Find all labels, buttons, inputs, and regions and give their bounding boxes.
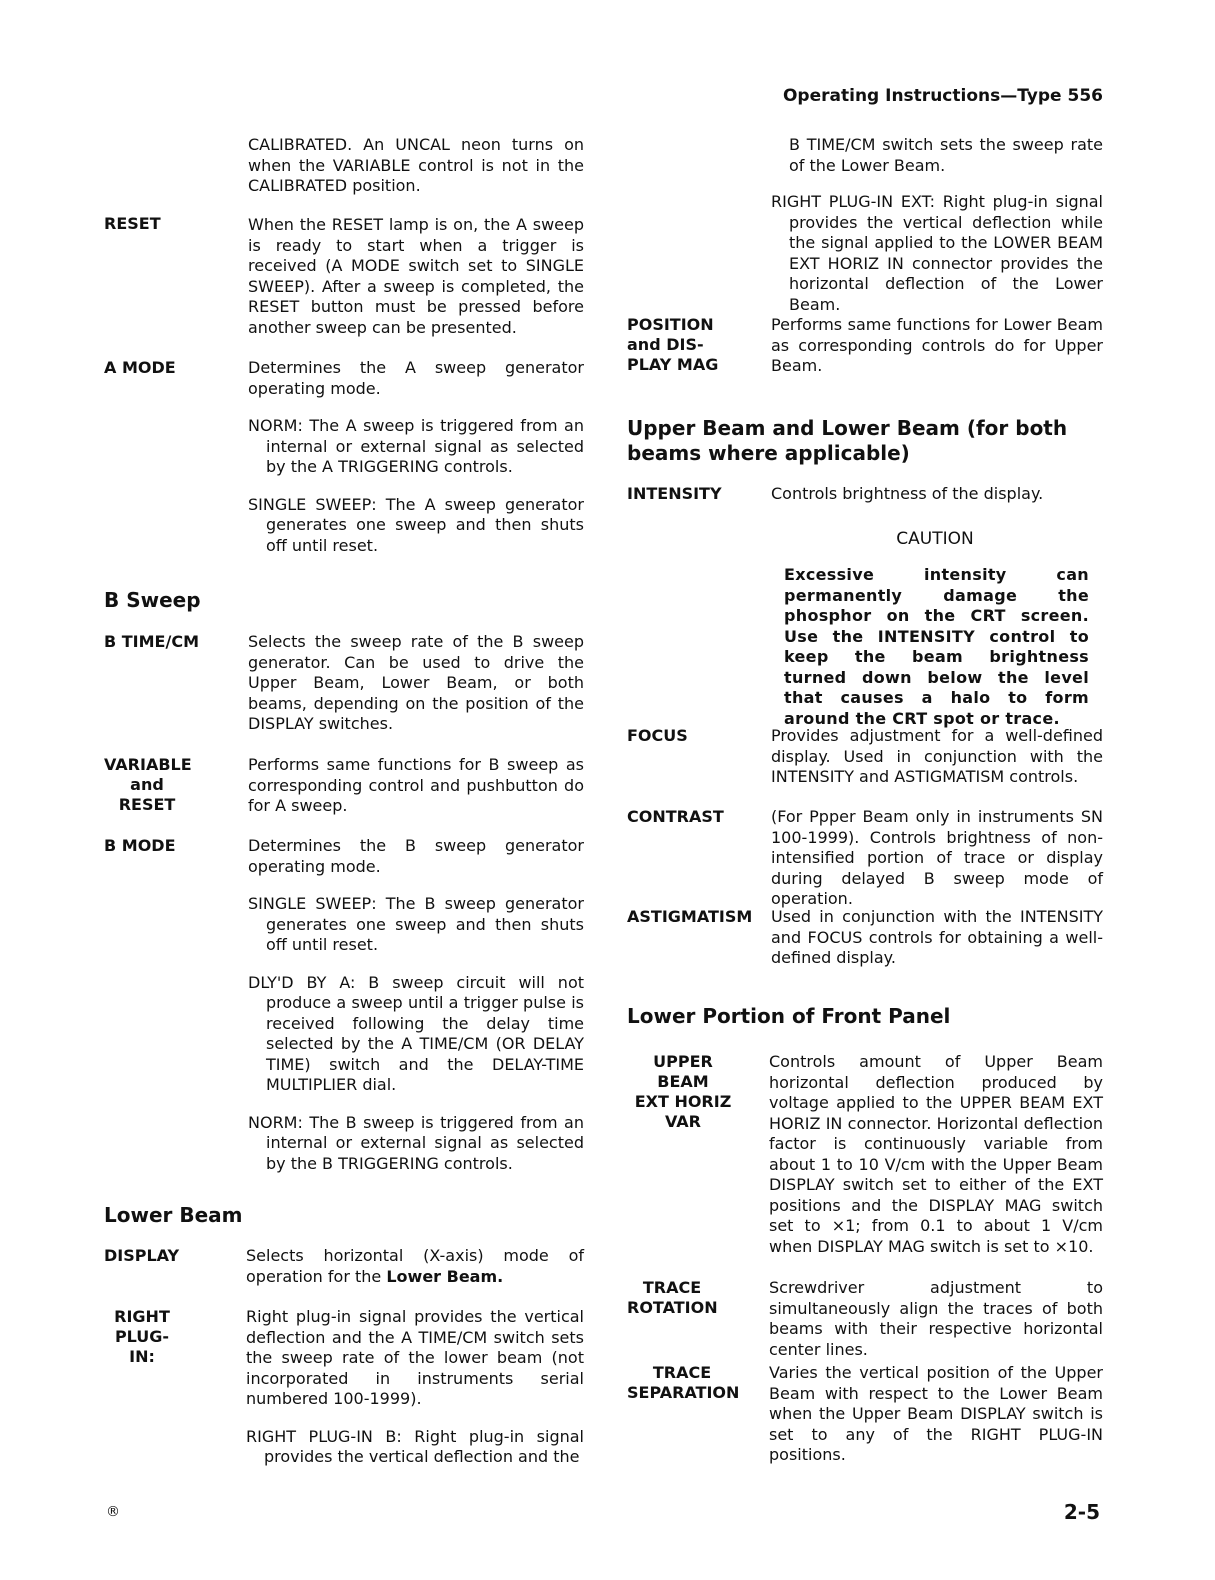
- term-contrast: CONTRAST: [627, 807, 724, 826]
- desc-variable: Performs same functions for B sweep as corresponding control and pushbutton do for A sweep.: [248, 755, 584, 815]
- term-focus: FOCUS: [627, 726, 688, 745]
- term-upper-beam-ext: UPPER BEAM EXT HORIZ VAR: [634, 1052, 732, 1131]
- term-b-mode: B MODE: [104, 836, 176, 855]
- desc-focus: Provides adjustment for a well-defined display. Used in conjunction with the INTENSITY and ASTIGMATISM controls.: [771, 726, 1103, 786]
- term-a-mode: A MODE: [104, 358, 176, 377]
- ext-text: RIGHT PLUG-IN EXT: Right plug-in signal provides the vertical deflection while the signal applied to the LOWER BEAM EXT HORIZ IN connector provides the horizontal deflection of the Lower Beam.: [771, 192, 1103, 314]
- heading-upper-lower-beam: Upper Beam and Lower Beam (for both beams where applicable): [627, 416, 1068, 465]
- heading-b-sweep: B Sweep: [104, 588, 201, 612]
- cont-text: B TIME/CM switch sets the sweep rate of the Lower Beam.: [789, 135, 1103, 175]
- heading-lower-beam: Lower Beam: [104, 1203, 243, 1227]
- term-right-plugin: RIGHT PLUG-IN:: [114, 1307, 170, 1366]
- footer-mark: ®: [106, 1504, 120, 1520]
- term-reset: RESET: [104, 214, 161, 233]
- page-number: 2-5: [1063, 1500, 1100, 1524]
- desc-a-mode: Determines the A sweep generator operating mode. NORM: The A sweep is triggered from an internal or external signal as selected by the A TRIGGERING controls. SINGLE SWEEP: The A sweep generator generates one sweep and then shuts off until reset.: [248, 358, 584, 555]
- desc-astigmatism: Used in conjunction with the INTENSITY and FOCUS controls for obtaining a well-defined display.: [771, 907, 1103, 967]
- term-trace-separation: TRACE SEPARATION: [627, 1363, 740, 1402]
- desc-right-plugin: Right plug-in signal provides the vertical deflection and the A TIME/CM switch sets the sweep rate of the lower beam (not incorporated in instruments serial numbered 100-1999). RIGHT PLUG-IN B: Right plug-in signal provides the vertical deflection and the: [246, 1307, 584, 1466]
- desc-trace-separation: Varies the vertical position of the Upper Beam with respect to the Lower Beam when the Upper Beam DISPLAY switch is set to any of the RIGHT PLUG-IN positions.: [769, 1363, 1103, 1464]
- desc-b-time: Selects the sweep rate of the B sweep generator. Can be used to drive the Upper Beam, Lower Beam, or both beams, depending on the position of the DISPLAY switches.: [248, 632, 584, 733]
- term-variable: VARIABLE and RESET: [104, 755, 192, 814]
- page-header: Operating Instructions—Type 556: [782, 86, 1103, 106]
- term-position: POSITION and DIS- PLAY MAG: [627, 315, 719, 374]
- term-astigmatism: ASTIGMATISM: [627, 907, 753, 926]
- caution-body: Excessive intensity can permanently damage the phosphor on the CRT screen. Use the INTENSITY control to keep the beam brightness turned down below the level that causes a halo to form around the CRT spot or trace.: [784, 565, 1089, 728]
- caution-title: CAUTION: [896, 529, 974, 549]
- term-trace-rotation: TRACE ROTATION: [627, 1278, 718, 1317]
- desc-contrast: (For Ppper Beam only in instruments SN 100-1999). Controls brightness of non-intensified portion of trace or display during delayed B sweep mode of operation.: [771, 807, 1103, 908]
- term-b-time: B TIME/CM: [104, 632, 199, 651]
- desc-b-mode: Determines the B sweep generator operating mode. SINGLE SWEEP: The B sweep generator generates one sweep and then shuts off until reset. DLY'D BY A: B sweep circuit will not produce a sweep until a trigger pulse is received following the delay time selected by the A TIME/CM (OR DELAY TIME) switch and the DELAY-TIME MULTIPLIER dial. NORM: The B sweep is triggered from an internal or external signal as selected by the B TRIGGERING controls.: [248, 836, 584, 1173]
- term-intensity: INTENSITY: [627, 484, 722, 503]
- desc-position: Performs same functions for Lower Beam as corresponding controls do for Upper Beam.: [771, 315, 1103, 375]
- intro-text: CALIBRATED. An UNCAL neon turns on when the VARIABLE control is not in the CALIBRATED position.: [248, 135, 584, 195]
- term-display: DISPLAY: [104, 1246, 180, 1265]
- desc-reset: When the RESET lamp is on, the A sweep is ready to start when a trigger is received (A MODE switch set to SINGLE SWEEP). After a sweep is completed, the RESET button must be pressed before another sweep can be presented.: [248, 215, 584, 337]
- desc-trace-rotation: Screwdriver adjustment to simultaneously align the traces of both beams with their respective horizontal center lines.: [769, 1278, 1103, 1359]
- desc-upper-beam-ext: Controls amount of Upper Beam horizontal deflection produced by voltage applied to the UPPER BEAM EXT HORIZ IN connector. Horizontal deflection factor is continuously variable from about 1 to 10 V/cm with the Upper Beam DISPLAY switch set to either of the EXT positions and the DISPLAY MAG switch set to ×1; from 0.1 to about 1 V/cm when DISPLAY MAG switch is set to ×10.: [769, 1052, 1103, 1256]
- heading-lower-portion: Lower Portion of Front Panel: [627, 1004, 951, 1028]
- desc-intensity: Controls brightness of the display.: [771, 484, 1044, 503]
- desc-display: Selects horizontal (X-axis) mode of operation for the Lower Beam.: [246, 1246, 584, 1286]
